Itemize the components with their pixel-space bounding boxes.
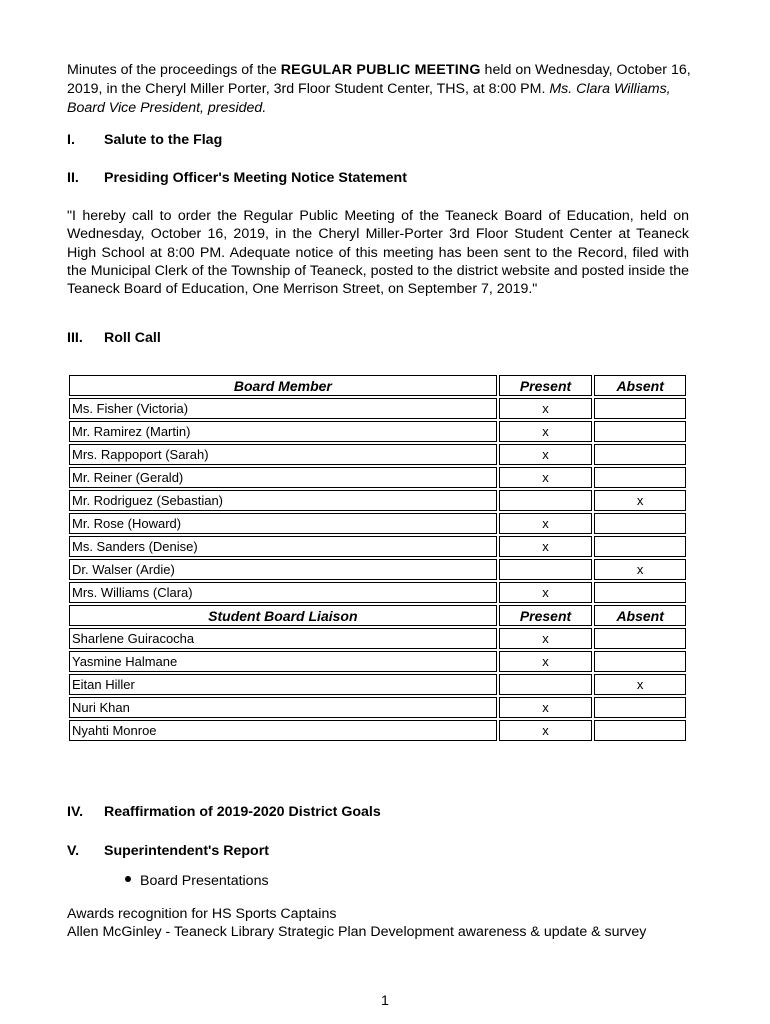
- report-details: [67, 905, 646, 941]
- cell-present: [499, 490, 593, 511]
- section-title: Reaffirmation of 2019-2020 District Goals: [104, 804, 381, 820]
- cell-present: x: [499, 651, 593, 672]
- section-title: Presiding Officer's Meeting Notice Statement: [104, 170, 407, 186]
- bullet-text: Board Presentations: [140, 873, 269, 889]
- cell-name: Mrs. Williams (Clara): [69, 582, 497, 603]
- column-header-name: Student Board Liaison: [69, 605, 497, 626]
- cell-absent: x: [594, 559, 686, 580]
- page-number: 1: [381, 993, 389, 1009]
- intro-middle: held on Wednesday, October 16, 2019, in the Cheryl Miller Porter, 3rd Floor Student Center, THS, at 8:00 PM.: [67, 62, 691, 97]
- section-number: V.: [67, 843, 80, 859]
- table-row: [69, 513, 686, 534]
- table-row: [69, 398, 686, 419]
- board-header-row: [69, 375, 686, 396]
- cell-present: x: [499, 467, 593, 488]
- cell-absent: [594, 536, 686, 557]
- section-heading-roll-call: [67, 330, 161, 346]
- cell-name: Nyahti Monroe: [69, 720, 497, 741]
- meeting-intro: [67, 61, 692, 118]
- cell-absent: [594, 628, 686, 649]
- column-header-present: Present: [499, 375, 593, 396]
- section-number: III.: [67, 330, 83, 346]
- section-heading-superintendent: [67, 843, 269, 859]
- meeting-type: REGULAR PUBLIC MEETING: [280, 62, 481, 78]
- cell-present: [499, 559, 593, 580]
- cell-name: Mr. Ramirez (Martin): [69, 421, 497, 442]
- cell-name: Yasmine Halmane: [69, 651, 497, 672]
- column-header-absent: Absent: [594, 605, 686, 626]
- cell-name: Mrs. Rappoport (Sarah): [69, 444, 497, 465]
- section-title: Salute to the Flag: [104, 132, 223, 148]
- cell-present: x: [499, 628, 593, 649]
- table-row: [69, 651, 686, 672]
- table-row: [69, 467, 686, 488]
- cell-name: Dr. Walser (Ardie): [69, 559, 497, 580]
- cell-absent: [594, 697, 686, 718]
- cell-present: x: [499, 536, 593, 557]
- bullet-icon: [125, 876, 131, 882]
- column-header-present: Present: [499, 605, 593, 626]
- cell-name: Eitan Hiller: [69, 674, 497, 695]
- liaison-header-row: [69, 605, 686, 626]
- section-number: IV.: [67, 804, 84, 820]
- cell-name: Mr. Rodriguez (Sebastian): [69, 490, 497, 511]
- section-title: Superintendent's Report: [104, 843, 269, 859]
- notice-statement: "I hereby call to order the Regular Public Meeting of the Teaneck Board of Education, held on Wednesday, October 16, 2019, in the Cheryl Miller-Porter 3rd Floor Student Center at Teaneck High School at 8:00 PM. Adequate notice of this meeting has been sent to the Record, filed with the Municipal Clerk of the Township of Teaneck, posted to the district website and posted inside the Teaneck Board of Education, One Merrison Street, on September 7, 2019.": [67, 208, 689, 298]
- table-row: [69, 628, 686, 649]
- section-number: II.: [67, 170, 79, 186]
- report-line: Awards recognition for HS Sports Captains: [67, 906, 337, 922]
- section-heading-salute: [67, 132, 222, 148]
- cell-name: Mr. Rose (Howard): [69, 513, 497, 534]
- report-bullet-item: [125, 873, 269, 889]
- column-header-name: Board Member: [69, 375, 497, 396]
- cell-present: x: [499, 582, 593, 603]
- cell-absent: x: [594, 674, 686, 695]
- table-row: [69, 697, 686, 718]
- section-heading-goals: [67, 804, 381, 820]
- cell-absent: [594, 398, 686, 419]
- cell-absent: [594, 444, 686, 465]
- cell-absent: [594, 513, 686, 534]
- cell-present: x: [499, 398, 593, 419]
- table-row: [69, 582, 686, 603]
- cell-present: [499, 674, 593, 695]
- cell-absent: [594, 582, 686, 603]
- report-line: Allen McGinley - Teaneck Library Strategic Plan Development awareness & update & survey: [67, 924, 647, 940]
- table-row: [69, 536, 686, 557]
- table-row: [69, 559, 686, 580]
- cell-absent: x: [594, 490, 686, 511]
- table-row: [69, 421, 686, 442]
- section-heading-notice: [67, 170, 407, 186]
- intro-prefix: Minutes of the proceedings of the: [67, 62, 281, 78]
- cell-name: Sharlene Guiracocha: [69, 628, 497, 649]
- section-number: I.: [67, 132, 75, 148]
- cell-name: Ms. Fisher (Victoria): [69, 398, 497, 419]
- table-row: [69, 444, 686, 465]
- section-title: Roll Call: [104, 330, 161, 346]
- table-row: [69, 720, 686, 741]
- cell-absent: [594, 467, 686, 488]
- cell-present: x: [499, 421, 593, 442]
- table-row: [69, 674, 686, 695]
- column-header-absent: Absent: [594, 375, 686, 396]
- cell-present: x: [499, 444, 593, 465]
- presider: Ms. Clara Williams, Board Vice President, presided.: [67, 81, 671, 116]
- cell-absent: [594, 651, 686, 672]
- cell-absent: [594, 720, 686, 741]
- cell-present: x: [499, 720, 593, 741]
- table-row: [69, 490, 686, 511]
- cell-name: Mr. Reiner (Gerald): [69, 467, 497, 488]
- cell-present: x: [499, 697, 593, 718]
- cell-name: Nuri Khan: [69, 697, 497, 718]
- cell-absent: [594, 421, 686, 442]
- roll-call-table: [67, 373, 688, 743]
- cell-name: Ms. Sanders (Denise): [69, 536, 497, 557]
- cell-present: x: [499, 513, 593, 534]
